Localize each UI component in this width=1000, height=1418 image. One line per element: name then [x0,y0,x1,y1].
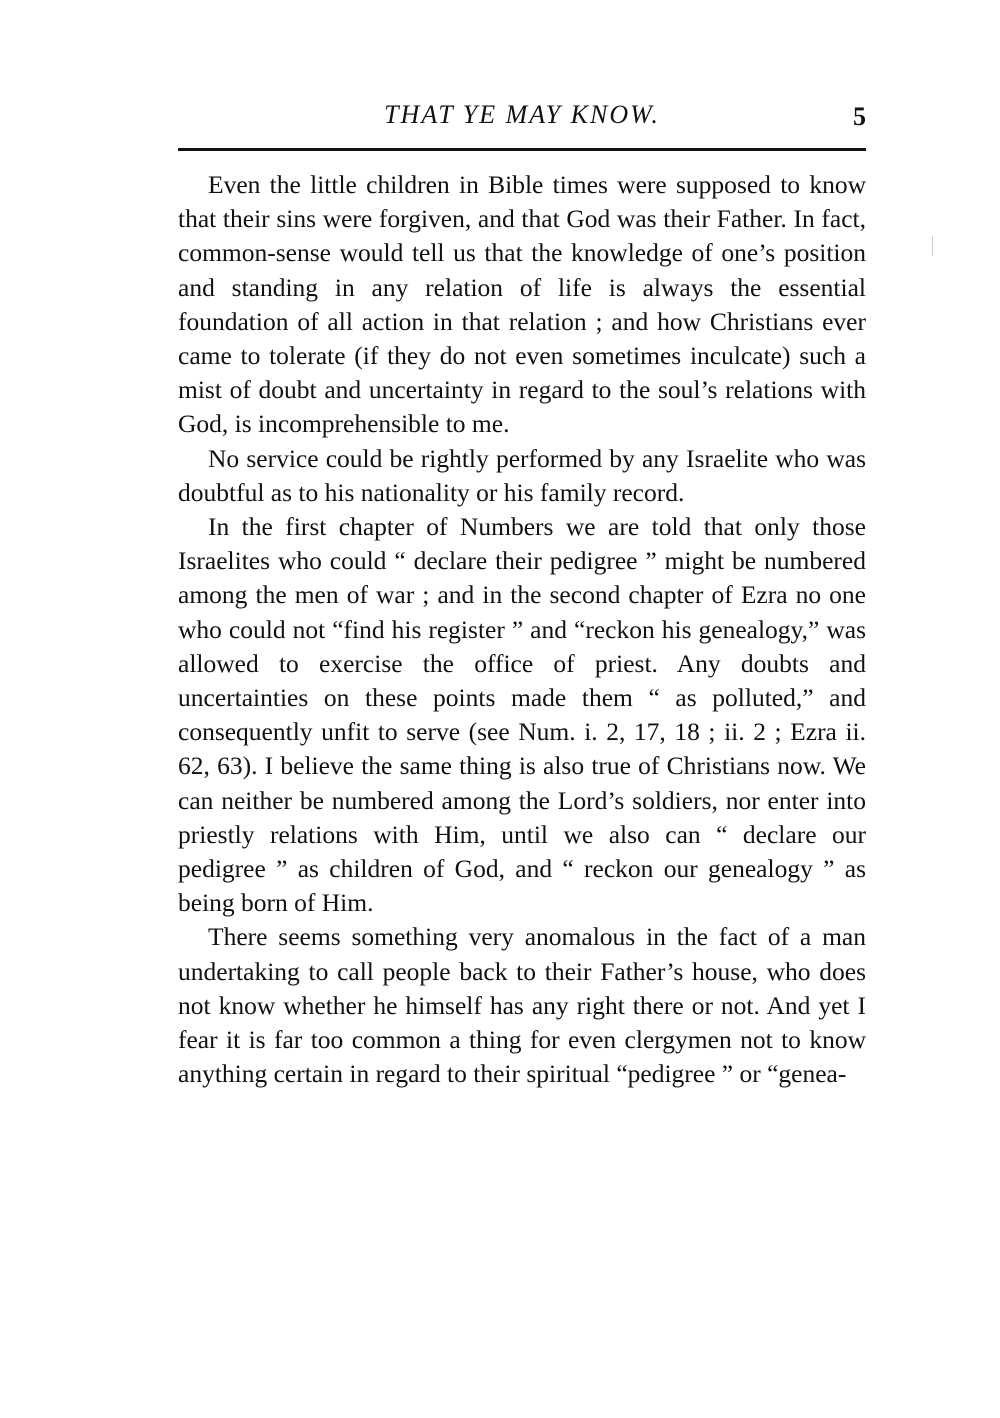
page-number: 5 [853,102,866,131]
scan-mark [932,236,933,256]
paragraph: In the first chapter of Numbers we are told that only those Israelites who could “ declare their pedigree ” might be numbered among the men of war ; and in the second chapter of Ezra no one who could not “find his register ” and “reckon his genealogy,” was allowed to exercise the office of priest. Any doubts and uncertainties on these points made them “ as polluted,” and consequently unfit to serve (see Num. i. 2, 17, 18 ; ii. 2 ; Ezra ii. 62, 63). I believe the same thing is also true of Christians now. We can neither be numbered among the Lord’s soldiers, nor enter into priestly relations with Him, until we also can “ declare our pedigree ” as children of God, and “ reckon our genealogy ” as being born of Him. [178,512,866,918]
page-header [178,98,866,138]
paragraph: No service could be rightly performed by any Israelite who was doubtful as to his nationality or his family record. [178,443,866,507]
header-rule [178,148,866,151]
paragraph: There seems something very anomalous in the fact of a man undertaking to call people back to their Father’s house, who does not know whether he himself has any right there or not. And yet I fear it is far too common a thing for even clergymen not to know anything certain in regard to their spiritual “pedigree ” or “genea- [178,922,866,1089]
paragraph: Even the little children in Bible times were supposed to know that their sins were forgiven, and that God was their Father. In fact, common-sense would tell us that the knowledge of one’s position and standing in any relation of life is always the essential foundation of all action in that relation ; and how Christians ever came to tolerate (if they do not even sometimes inculcate) such a mist of doubt and uncertainty in regard to the soul’s relations with God, is incomprehensible to me. [178,170,866,439]
body-text [178,168,866,1091]
running-title: THAT YE MAY KNOW. [384,100,660,129]
